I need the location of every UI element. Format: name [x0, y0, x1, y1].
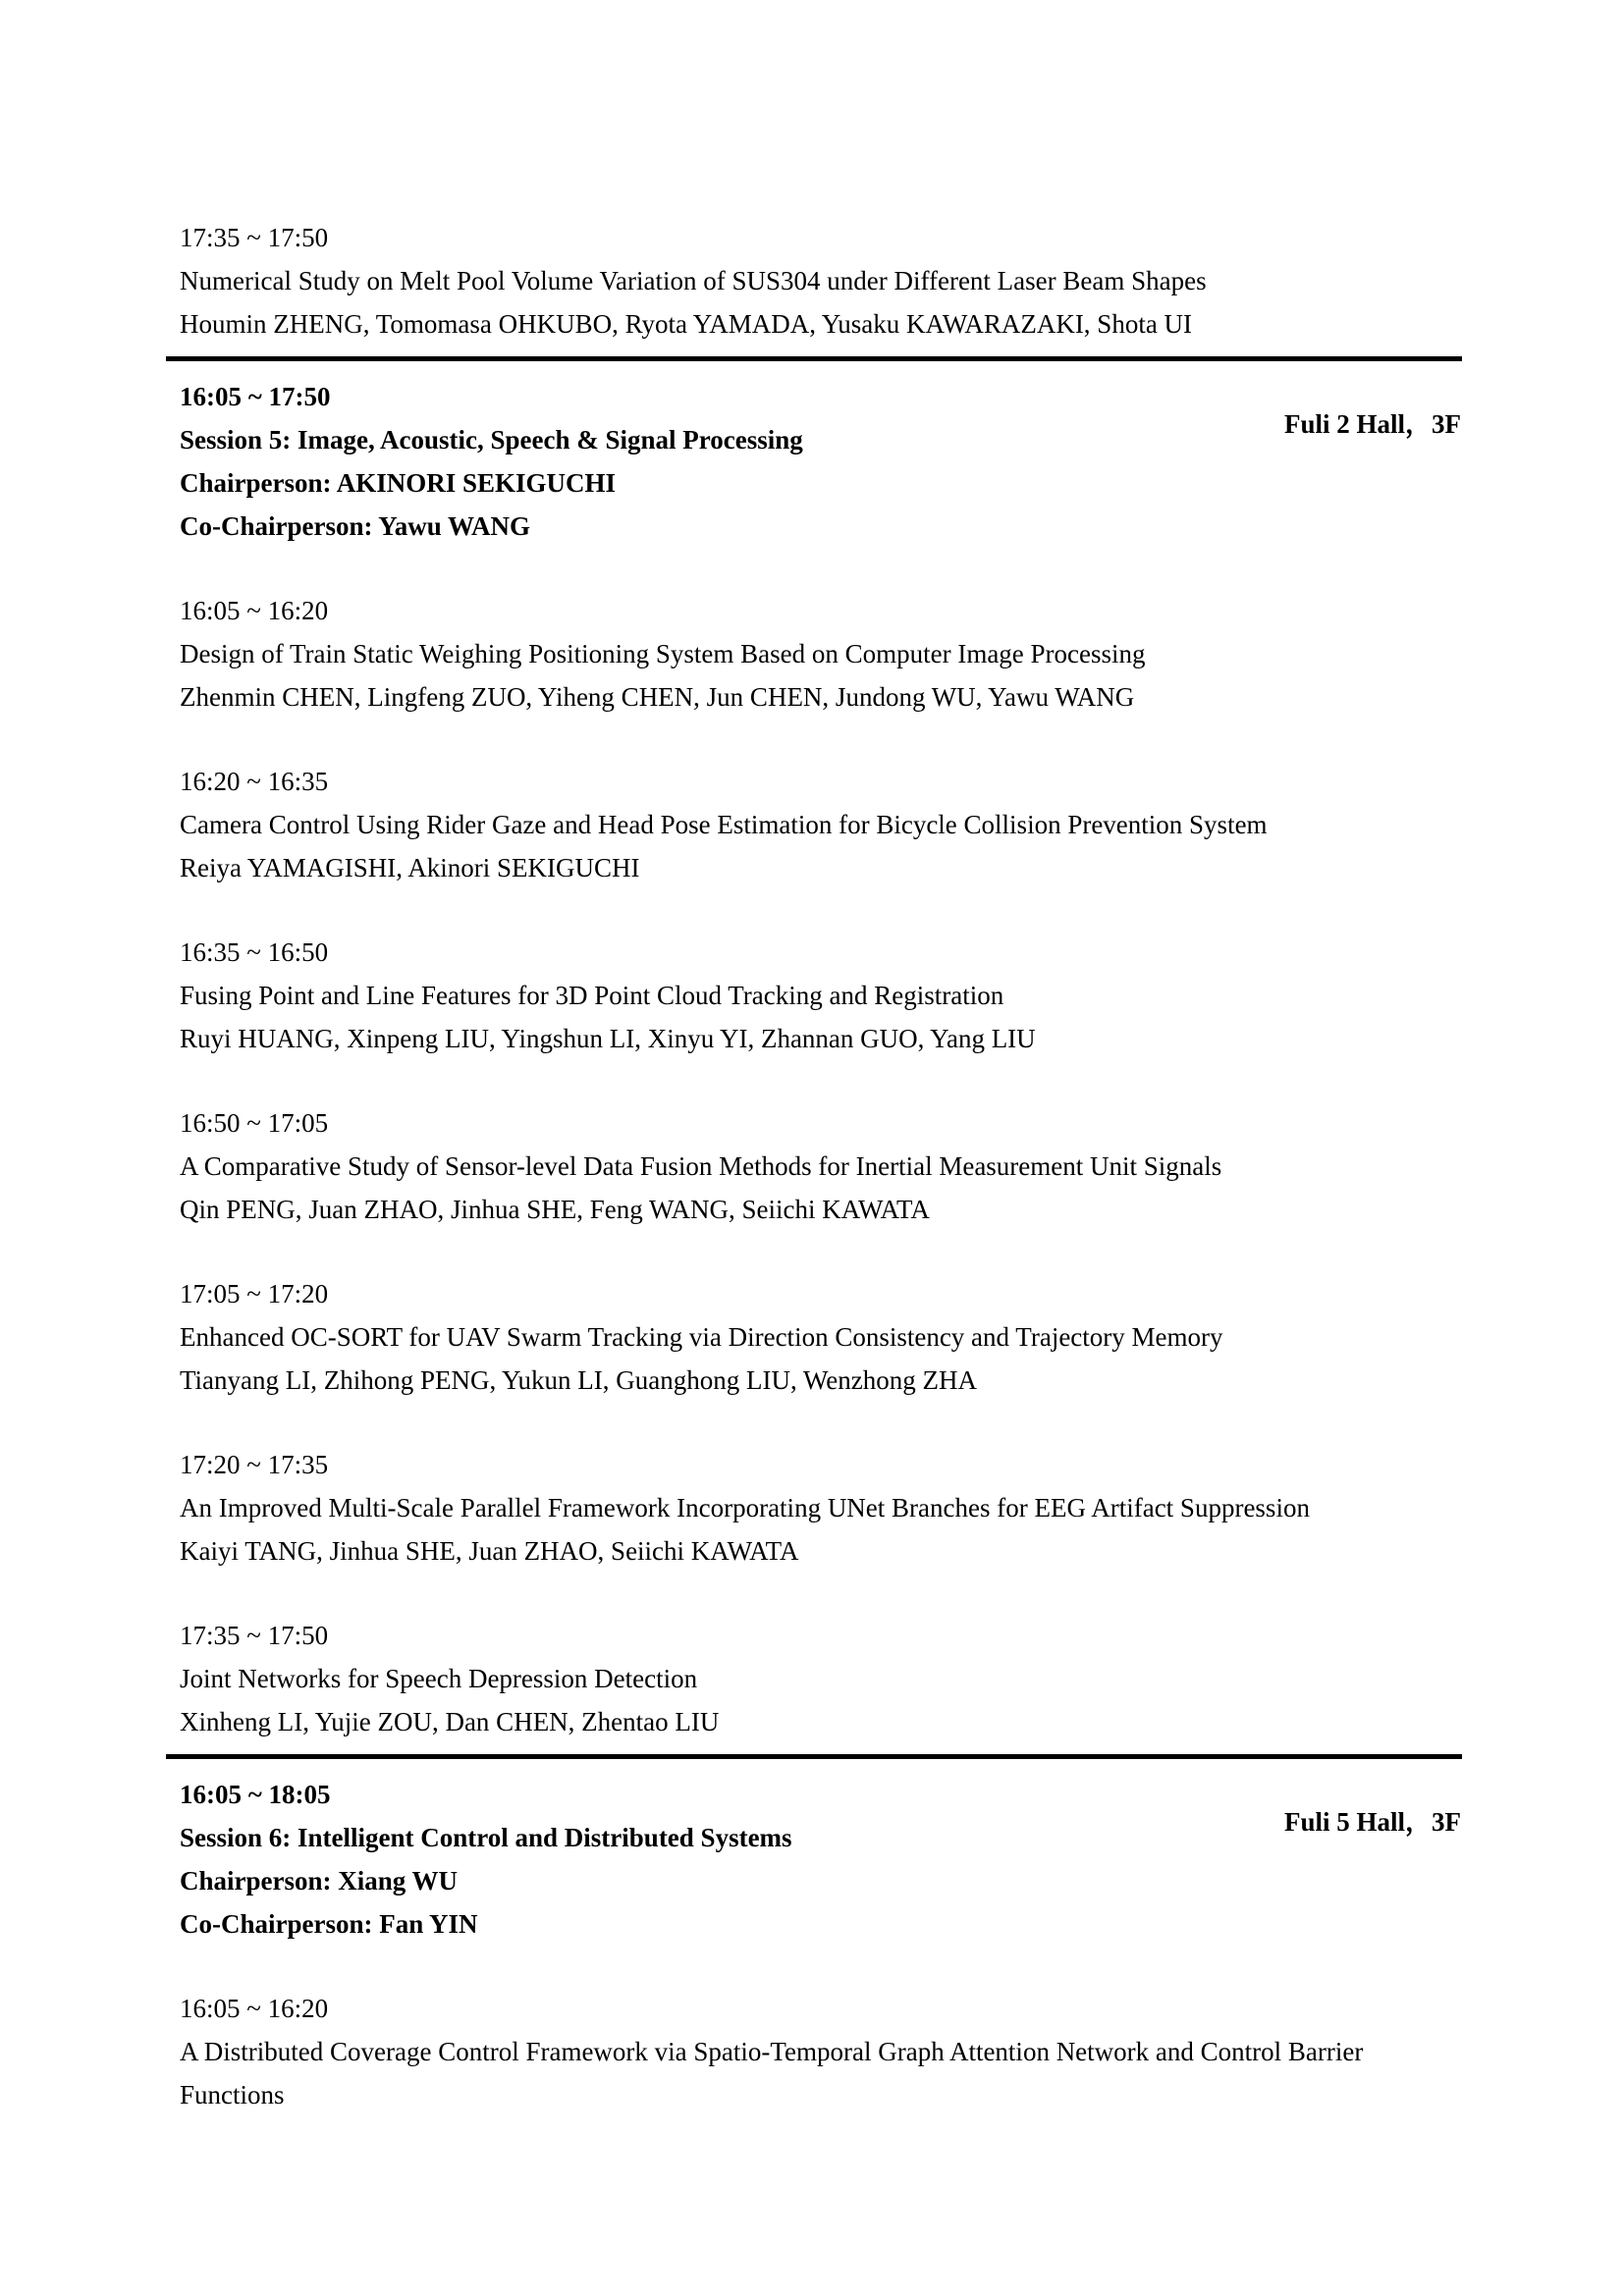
- paper-authors: Qin PENG, Juan ZHAO, Jinhua SHE, Feng WANG, Seiichi KAWATA: [180, 1195, 930, 1224]
- paper-entry: [180, 1987, 1461, 2116]
- paper-title-line-2: Functions: [180, 2080, 285, 2109]
- paper-time: 17:35 ~ 17:50: [180, 1621, 329, 1650]
- session-co-chairperson: Co-Chairperson: Yawu WANG: [180, 511, 531, 541]
- paper-entry: [180, 760, 1461, 889]
- paper-title: Numerical Study on Melt Pool Volume Variation of SUS304 under Different Laser Beam Shapes: [180, 266, 1207, 295]
- session-divider: [166, 1754, 1462, 1759]
- paper-time: 16:05 ~ 16:20: [180, 1994, 329, 2023]
- session-title: Session 5: Image, Acoustic, Speech & Signal Processing: [180, 425, 803, 454]
- paper-entry: [180, 1101, 1461, 1231]
- session-time: 16:05 ~ 17:50: [180, 382, 331, 411]
- paper-title-line-1: A Distributed Coverage Control Framework via Spatio-Temporal Graph Attention Network and Control Barrier: [180, 2037, 1364, 2066]
- paper-authors: Reiya YAMAGISHI, Akinori SEKIGUCHI: [180, 853, 640, 882]
- paper-authors: Xinheng LI, Yujie ZOU, Dan CHEN, Zhentao LIU: [180, 1707, 720, 1736]
- paper-authors: Zhenmin CHEN, Lingfeng ZUO, Yiheng CHEN, Jun CHEN, Jundong WU, Yawu WANG: [180, 682, 1135, 712]
- paper-time: 17:35 ~ 17:50: [180, 223, 329, 252]
- session-header: [180, 375, 1461, 548]
- session-5: [180, 375, 1461, 1743]
- paper-authors: Tianyang LI, Zhihong PENG, Yukun LI, Guanghong LIU, Wenzhong ZHA: [180, 1365, 977, 1395]
- paper-entry: [180, 216, 1461, 346]
- paper-title: Camera Control Using Rider Gaze and Head Pose Estimation for Bicycle Collision Prevention System: [180, 810, 1268, 839]
- paper-title: Enhanced OC-SORT for UAV Swarm Tracking via Direction Consistency and Trajectory Memory: [180, 1322, 1223, 1352]
- paper-time: 17:20 ~ 17:35: [180, 1450, 329, 1479]
- paper-authors: Ruyi HUANG, Xinpeng LIU, Yingshun LI, Xinyu YI, Zhannan GUO, Yang LIU: [180, 1024, 1036, 1053]
- session-6: [180, 1773, 1461, 2116]
- paper-time: 16:35 ~ 16:50: [180, 937, 329, 967]
- paper-entry: [180, 589, 1461, 719]
- paper-title: Fusing Point and Line Features for 3D Point Cloud Tracking and Registration: [180, 981, 1004, 1010]
- paper-time: 16:05 ~ 16:20: [180, 596, 329, 625]
- session-venue: Fuli 5 Hall，3F: [1283, 1807, 1461, 1837]
- paper-entry: [180, 1443, 1461, 1573]
- session-time: 16:05 ~ 18:05: [180, 1780, 331, 1809]
- session-venue: Fuli 2 Hall，3F: [1283, 409, 1461, 439]
- paper-authors: Kaiyi TANG, Jinhua SHE, Juan ZHAO, Seiichi KAWATA: [180, 1536, 799, 1566]
- paper-time: 16:20 ~ 16:35: [180, 767, 329, 796]
- session-chairperson: Chairperson: Xiang WU: [180, 1866, 459, 1896]
- session-title: Session 6: Intelligent Control and Distributed Systems: [180, 1823, 792, 1852]
- paper-entry: [180, 931, 1461, 1060]
- paper-entry: [180, 1614, 1461, 1743]
- program-content: [180, 216, 1461, 2116]
- paper-entry: [180, 1272, 1461, 1402]
- paper-authors: Houmin ZHENG, Tomomasa OHKUBO, Ryota YAMADA, Yusaku KAWARAZAKI, Shota UI: [180, 309, 1193, 339]
- paper-title: An Improved Multi-Scale Parallel Framework Incorporating UNet Branches for EEG Artifact Suppression: [180, 1493, 1310, 1522]
- paper-time: 17:05 ~ 17:20: [180, 1279, 329, 1308]
- paper-title: Joint Networks for Speech Depression Detection: [180, 1664, 698, 1693]
- paper-time: 16:50 ~ 17:05: [180, 1108, 329, 1138]
- session-header: [180, 1773, 1461, 1946]
- session-chairperson: Chairperson: AKINORI SEKIGUCHI: [180, 468, 617, 498]
- paper-title: Design of Train Static Weighing Positioning System Based on Computer Image Processing: [180, 639, 1146, 668]
- session-divider: [166, 356, 1462, 361]
- paper-title: A Comparative Study of Sensor-level Data Fusion Methods for Inertial Measurement Unit Signals: [180, 1151, 1222, 1181]
- session-co-chairperson: Co-Chairperson: Fan YIN: [180, 1909, 478, 1939]
